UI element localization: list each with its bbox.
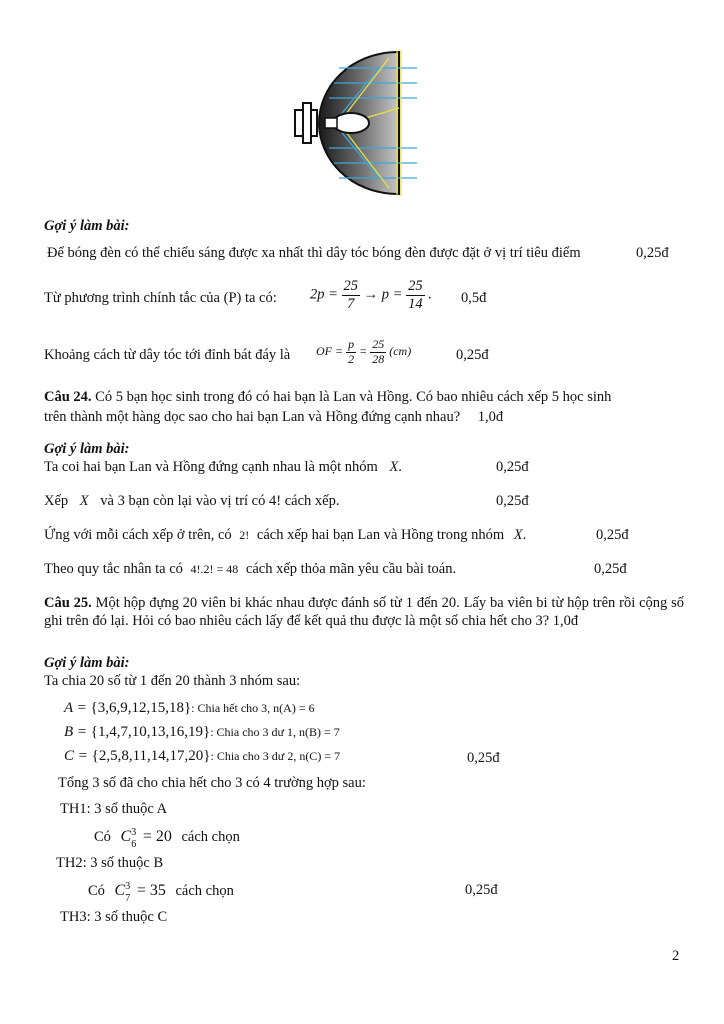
q24-text: Có 5 bạn học sinh trong đó có hai bạn là Lan và Hồng. Có bao nhiêu cách xếp 5 học sinh	[95, 389, 612, 405]
q24-line4-score: 0,25đ	[594, 561, 627, 577]
q25-th3: TH3: 3 số thuộc C	[60, 909, 168, 925]
q24-question	[44, 389, 611, 406]
eq2-frac2: $\frac{25}{28}$	[372, 337, 385, 366]
page-number: 2	[672, 948, 680, 964]
q24-hint-label: Gợi ý làm bài:	[44, 441, 130, 457]
q25-hint-label: Gợi ý làm bài:	[44, 655, 130, 671]
q25-th2: TH2: 3 số thuộc B	[56, 855, 164, 871]
headlight-parabolic-reflector-icon	[289, 48, 419, 198]
s23-equation1: 2p = $\frac{25}{7}$ → p = $\frac{25}{14}$ .	[310, 278, 432, 312]
q24-line2: Xếp X và 3 bạn còn lại vào vị trí có 4! cách xếp.	[44, 493, 340, 509]
eq2-frac1: $\frac{p}{2}$	[348, 337, 355, 366]
q25-intro: Ta chia 20 số từ 1 đến 20 thành 3 nhóm sau:	[44, 673, 301, 689]
q25-set-a: A = {3,6,9,12,15,18}: Chia hết cho 3, n(A) = 6	[64, 700, 315, 716]
eq1-left: 2p =	[310, 286, 338, 303]
q24-score: 1,0đ	[477, 409, 504, 425]
s23-line2: Từ phương trình chính tắc của (P) ta có:	[44, 290, 277, 306]
s23-equation2: OF = $\frac{p}{2}$ = $\frac{25}{28}$ (cm)	[316, 337, 412, 366]
s23-line3-score: 0,25đ	[456, 347, 489, 363]
q25-set-c: C = {2,5,8,11,14,17,20}: Chia cho 3 dư 2, n(C) = 7	[64, 748, 341, 764]
q24-line3: Ứng với mỗi cách xếp ở trên, có 2! cách xếp hai bạn Lan và Hồng trong nhóm X.	[44, 527, 527, 543]
q25-th1: TH1: 3 số thuộc A	[60, 801, 168, 817]
q24-label: Câu 24.	[44, 389, 92, 405]
eq1-frac2: $\frac{25}{14}$	[408, 278, 423, 312]
s23-line1: Để bóng đèn có thể chiếu sáng được xa nhất thì dây tóc bóng đèn được đặt ở vị trí tiêu điểm	[47, 245, 581, 261]
eq1-frac1: $\frac{25}{7}$	[343, 278, 359, 312]
q24-line4: Theo quy tắc nhân ta có 4!.2! = 48 cách xếp thỏa mãn yêu cầu bài toán.	[44, 561, 457, 577]
hint-label: Gợi ý làm bài:	[44, 218, 130, 234]
q25-th2-score: 0,25đ	[465, 882, 498, 898]
q25-th1-count: Có C 3 6 = 20 cách chọn	[94, 827, 240, 850]
q24-question-line2: trên thành một hàng dọc sao cho hai bạn Lan và Hồng đứng cạnh nhau? 1,0đ	[44, 409, 504, 425]
q25-set-b: B = {1,4,7,10,13,16,19}: Chia cho 3 dư 1, n(B) = 7	[64, 724, 340, 740]
q24-line2-score: 0,25đ	[496, 493, 529, 509]
q25-label: Câu 25.	[44, 595, 92, 611]
q25-set-c-score: 0,25đ	[467, 750, 500, 766]
q24-line1: Ta coi hai bạn Lan và Hồng đứng cạnh nhau là một nhóm X.	[44, 459, 402, 475]
eq1-arrow: → p =	[363, 286, 403, 303]
q25-sum-line: Tổng 3 số đã cho chia hết cho 3 có 4 trường hợp sau:	[58, 775, 366, 791]
q25-question	[44, 594, 684, 630]
q25-th2-count: Có C 3 7 = 35 cách chọn	[88, 881, 234, 904]
s23-line3: Khoảng cách từ dây tóc tới đỉnh bát đáy là	[44, 347, 291, 363]
q24-line1-score: 0,25đ	[496, 459, 529, 475]
headlight-figure	[289, 48, 419, 198]
q25-text: Một hộp đựng 20 viên bi khác nhau được đánh số từ 1 đến 20. Lấy ba viên bi từ hộp trên rồi cộng số ghi trên đó lại. Hỏi có bao nhiêu cách lấy để kết quả thu được là một số chia hết cho 3? 1,0đ	[44, 595, 684, 629]
s23-line1-score: 0,25đ	[636, 245, 669, 261]
q24-line3-score: 0,25đ	[596, 527, 629, 543]
s23-line2-score: 0,5đ	[461, 290, 487, 306]
